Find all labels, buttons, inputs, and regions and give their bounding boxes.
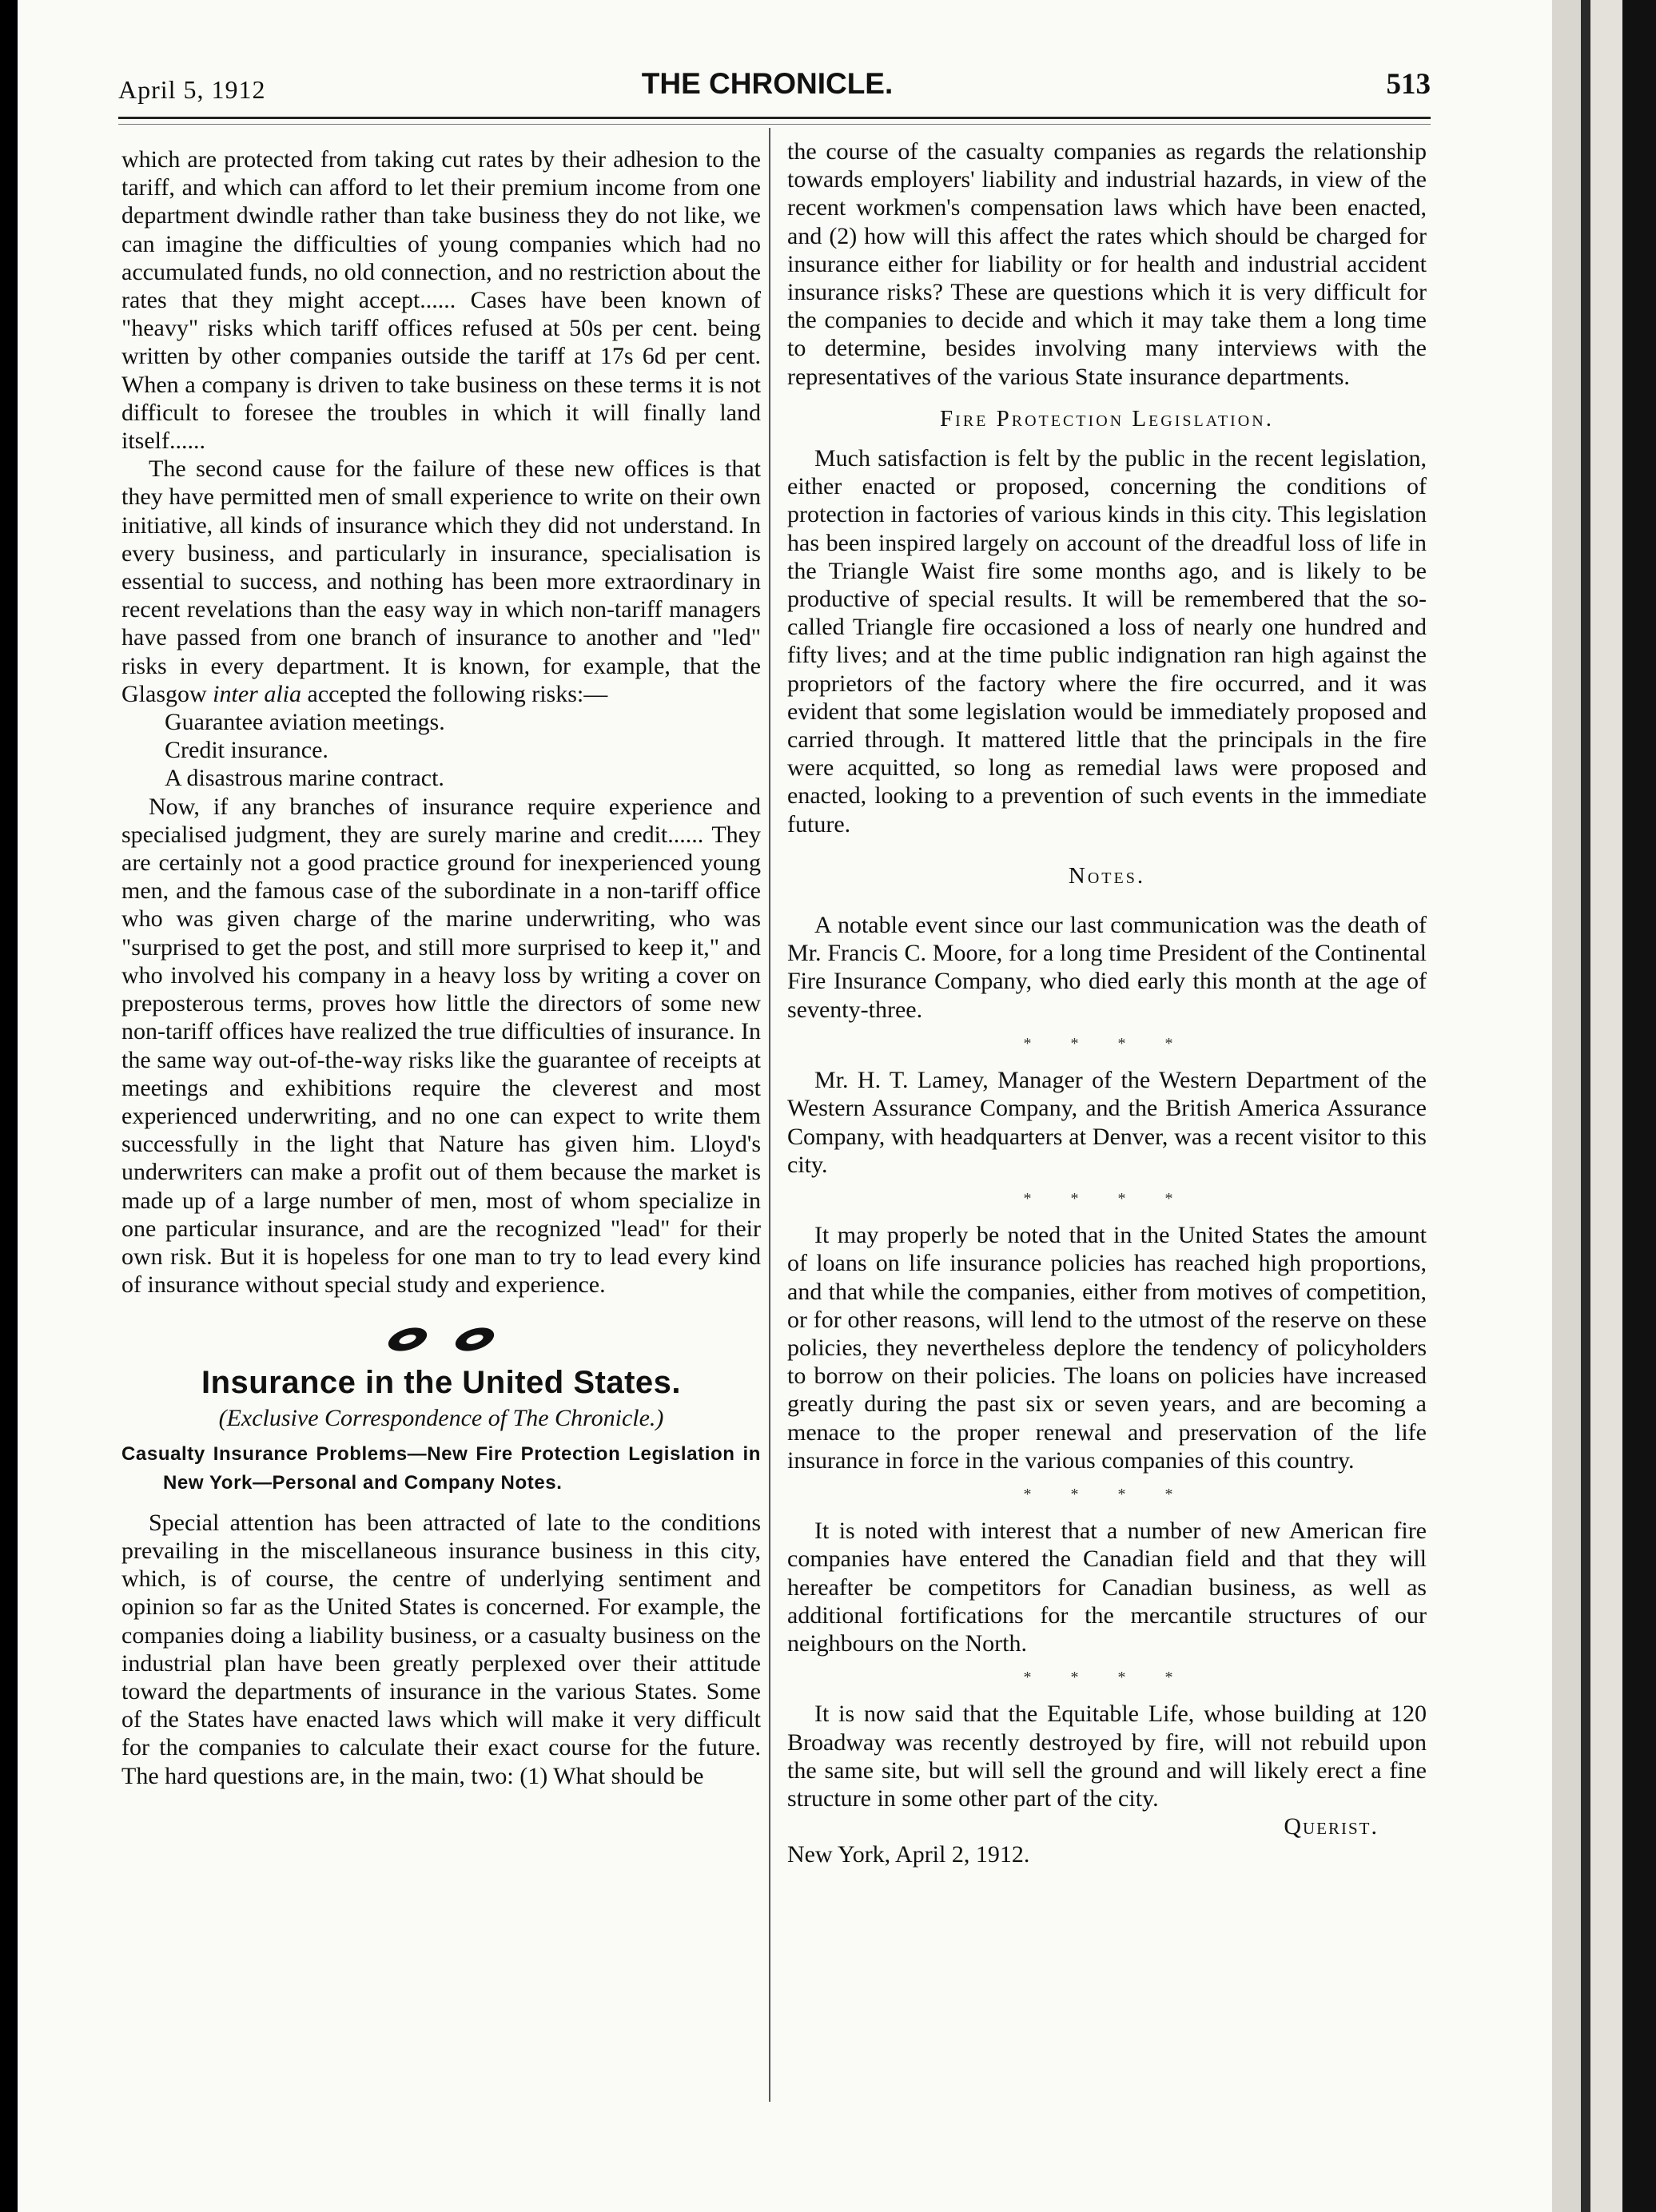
header-rule-thin: [118, 124, 1431, 125]
page-edge: [1590, 0, 1622, 2212]
note-paragraph: A notable event since our last communication was the death of Mr. Francis C. Moore, for a long time President of the Continental Fire Insurance Company, who died early this month at the age of seventy-three.: [787, 912, 1427, 1023]
paragraph: [121, 455, 761, 708]
right-column: [787, 137, 1427, 1869]
section-heading-fire-protection: Fire Protection Legislation.: [940, 405, 1274, 432]
ornament-icon: [452, 1326, 497, 1353]
article-title: Insurance in the United States.: [201, 1365, 682, 1401]
note-paragraph: It is noted with interest that a number of new American fire companies have entered the Canadian field and that they will hereafter be competitors for Canadian business, as well as additional fortifications for the mercantile structures of our neighbours on the North.: [787, 1518, 1427, 1657]
paragraph: Much satisfaction is felt by the public in the recent legislation, either enacted or proposed, concerning the conditions of protection in factories of various kinds in this city. This legislation has been inspired largely on account of the dreadful loss of life in the Triangle Waist fire some months ago, and is likely to be productive of special results. It will be remembered that the so-called Triangle fire occasioned a loss of nearly one hundred and fifty lives; and at the time public indignation ran high against the proprietors of the factory where the fire occurred, and it was evident that some legislation would be immediately proposed and carried through. It mattered little that the principals in the fire were acquitted, so long as remedial laws were proposed and enacted, looking to a prevention of such events in the immediate future.: [787, 445, 1427, 837]
article-byline: (Exclusive Correspondence of The Chronicle.): [218, 1404, 664, 1431]
section-ornament: [121, 1326, 761, 1358]
header-date: April 5, 1912: [118, 75, 266, 104]
list-item: A disastrous marine contract.: [165, 765, 444, 792]
separator-stars: * * * *: [1023, 1669, 1191, 1687]
separator-stars: * * * *: [1023, 1485, 1191, 1503]
paragraph: which are protected from taking cut rates by their adhesion to the tariff, and which can afford to let their premium income from one department dwindle rather than take business they do not like, we can imagine the difficulties of young companies which had no accumulated funds, no old connection, and no restriction about the rates that they might accept...... Cases have been known of "heavy" risks which tariff offices refused at 50s per cent. being written by other companies outside the tariff at 17s 6d per cent. When a company is driven to take business on these terms it is not difficult to foresee the troubles in which it will finally land itself......: [121, 146, 761, 455]
note-paragraph: It may properly be noted that in the United States the amount of loans on life insurance policies has reached high proportions, and that while the companies, either from motives of competition, or for other reasons, will lend to the utmost of the reserve on these policies, they nevertheless deplore the tendency of policyholders to borrow on their policies. The loans on policies have increased greatly during the past six or seven years, and are becoming a menace to the proper renewal and preservation of the life insurance in force in the various companies of this country.: [787, 1222, 1427, 1474]
article-subheading: Casualty Insurance Problems—New Fire Protection Legislation in New York—Personal and Company Notes.: [121, 1442, 761, 1494]
page-edge: [1552, 0, 1581, 2212]
section-heading-notes: Notes.: [1068, 862, 1146, 889]
note-paragraph: It is now said that the Equitable Life, whose building at 120 Broadway was recently destroyed by fire, will not rebuild upon the same site, but will sell the ground and will likely erect a fine structure in some other part of the city.: [787, 1701, 1427, 1812]
list-item: Credit insurance.: [165, 737, 328, 764]
note-paragraph: Mr. H. T. Lamey, Manager of the Western Department of the Western Assurance Company, and the British America Assurance Company, with headquarters at Denver, was a recent visitor to this city.: [787, 1067, 1427, 1178]
paragraph: the course of the casualty companies as regards the relationship towards employers' liability and industrial hazards, in view of the recent workmen's compensation laws which have been enacted, and (2) how will this affect the rates which should be charged for insurance either for liability or for health and industrial accident insurance risks? These are questions which it is very difficult for the companies to decide and which it may take them a long time to determine, besides involving many interviews with the representatives of the various State insurance departments.: [787, 138, 1427, 390]
header-rule: [118, 117, 1431, 119]
italic-phrase: inter alia: [213, 680, 301, 707]
signature: Querist.: [1284, 1813, 1379, 1840]
separator-stars: * * * *: [1023, 1034, 1191, 1052]
paragraph: Now, if any branches of insurance require experience and specialised judgment, they are surely marine and credit...... They are certainly not a good practice ground for inexperienced young men, and the famous case of the subordinate in a non-tariff office who was given charge of the marine underwriting, who was "surprised to get the post, and still more surprised to keep it," and who involved his company in a heavy loss by writing a cover on preposterous terms, proves how little the directors of some new non-tariff offices have realized the true difficulties of insurance. In the same way out-of-the-way risks like the guarantee of receipts at meetings and exhibitions require the cleverest and most experienced underwriting, and no one can expect to write them successfully in the light that Nature has given him. Lloyd's underwriters can make a profit out of them because the market is made up of a large number of men, most of whom specialize in one particular insurance, and are the recognized "lead" for their own risk. But it is hopeless for one man to try to lead every kind of insurance without special study and experience.: [121, 793, 761, 1299]
running-header: [104, 67, 1431, 107]
left-column: [121, 145, 761, 1790]
paragraph-text: The second cause for the failure of these new offices is that they have permitted men of small experience to write on their own initiative, all kinds of insurance which they did not understand. In every business, and particularly in insurance, specialisation is essential to success, and nothing has been more extraordinary in recent revelations than the easy way in which non-tariff managers have passed from one branch of insurance to another and "led" risks in every department. It is known, for example, that the Glasgow: [121, 456, 761, 707]
ornament-icon: [385, 1326, 430, 1353]
paragraph: Special attention has been attracted of late to the conditions prevailing in the miscellaneous insurance business in this city, which, is of course, the centre of underlying sentiment and opinion so far as the United States is concerned. For example, the companies doing a liability business, or a casualty business on the industrial plan have been greatly perplexed over their attitude toward the departments of insurance in the various States. Some of the States have enacted laws which will make it very difficult for the companies to calculate their exact course for the future. The hard questions are, in the main, two: (1) What should be: [121, 1509, 761, 1789]
risk-list: [121, 708, 761, 793]
page-number: 513: [1386, 68, 1431, 101]
separator-stars: * * * *: [1023, 1189, 1191, 1207]
column-divider: [769, 128, 770, 2102]
page-edge: [1622, 0, 1656, 2212]
paragraph-text: accepted the following risks:—: [307, 680, 608, 707]
list-item: Guarantee aviation meetings.: [165, 709, 445, 736]
header-title: THE CHRONICLE.: [641, 67, 894, 100]
page-edge: [1581, 0, 1590, 2212]
dateline: New York, April 2, 1912.: [787, 1841, 1030, 1868]
